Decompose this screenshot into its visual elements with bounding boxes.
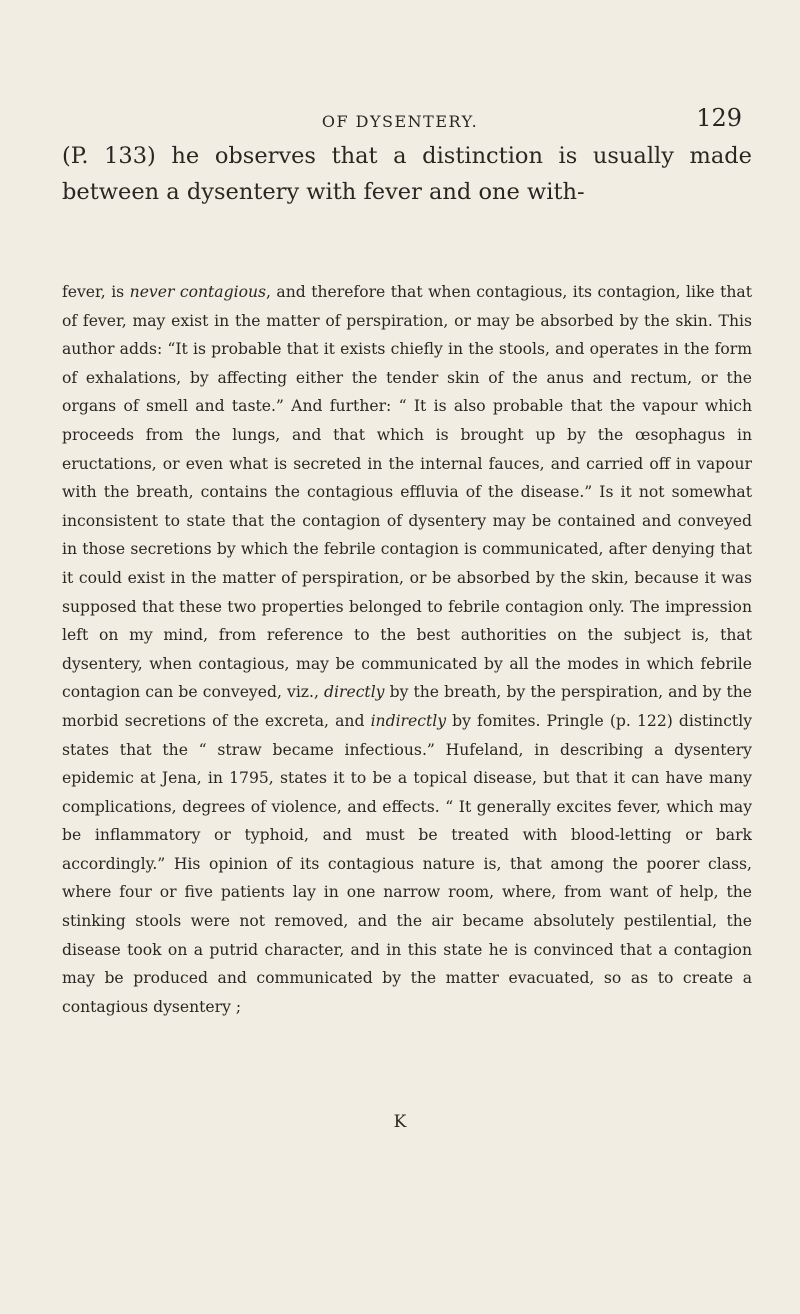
running-head: OF DYSENTERY. xyxy=(321,112,479,131)
emphasis-directly: directly xyxy=(324,683,385,702)
emphasis-indirectly: indirectly xyxy=(370,711,447,730)
body-text-2: , and therefore that when contagious, its contagion, like that of fever, may exist in the matter of perspiration, or may be absorbed by the skin. This author adds: “It is probable that it exists chiefly in the stools, and operates in the form of exhalations, by affecting either the tender skin of the anus and rectum, or the organs of smell and taste.” And further: “ It is also probable that the vapour which proceeds from the lungs, and that which is brought up by the œsophagus in eructations, or even what is secreted in the internal fauces, and carried off in vapour with the breath, contains the contagious effluvia of the disease.” Is it not somewhat inconsistent to state that the contagion of dysentery may be contained and conveyed in those secretions by which the febrile contagion is communicated, after denying that it could exist in the matter of perspiration, or be absorbed by the skin, because it was supposed that these two properties belonged to febrile contagion only. The impression left on my mind, from reference to the best authorities on the subject is, that dysentery, when contagious, may be communicated by all the modes in which febrile contagion can be conveyed, viz., xyxy=(62,283,752,702)
intro-paragraph: (P. 133) he observes that a distinction is usually made between a dysentery with fever and one with- xyxy=(62,143,752,205)
signature-mark: K xyxy=(393,1112,407,1132)
page-header xyxy=(0,92,800,132)
body-paragraph xyxy=(62,278,752,1021)
body-text-4: by fomites. Pringle (p. 122) distinctly states that the “ straw became infectious.” Hufeland, in describing a dysentery epidemic at Jena, in 1795, states it to be a topical disease, but that it can have many complications, degrees of violence, and effects. “ It generally excites fever, which may be inflammatory or typhoid, and must be treated with blood-letting or bark accordingly.” His opinion of its contagious nature is, that among the poorer class, where four or five patients lay in one narrow room, where, from want of help, the stinking stools were not removed, and the air became absolutely pestilential, the disease took on a putrid character, and in this state he is convinced that a contagion may be produced and communicated by the matter evacuated, so as to create a contagious dysentery ; xyxy=(62,711,752,1016)
page-number: 129 xyxy=(696,104,742,132)
emphasis-never-contagious: never contagious xyxy=(129,283,267,301)
body-text-3: by the breath, by the perspiration, and by the morbid secretions of the excreta, and xyxy=(62,683,752,730)
body-text-1: fever, is xyxy=(62,283,130,301)
